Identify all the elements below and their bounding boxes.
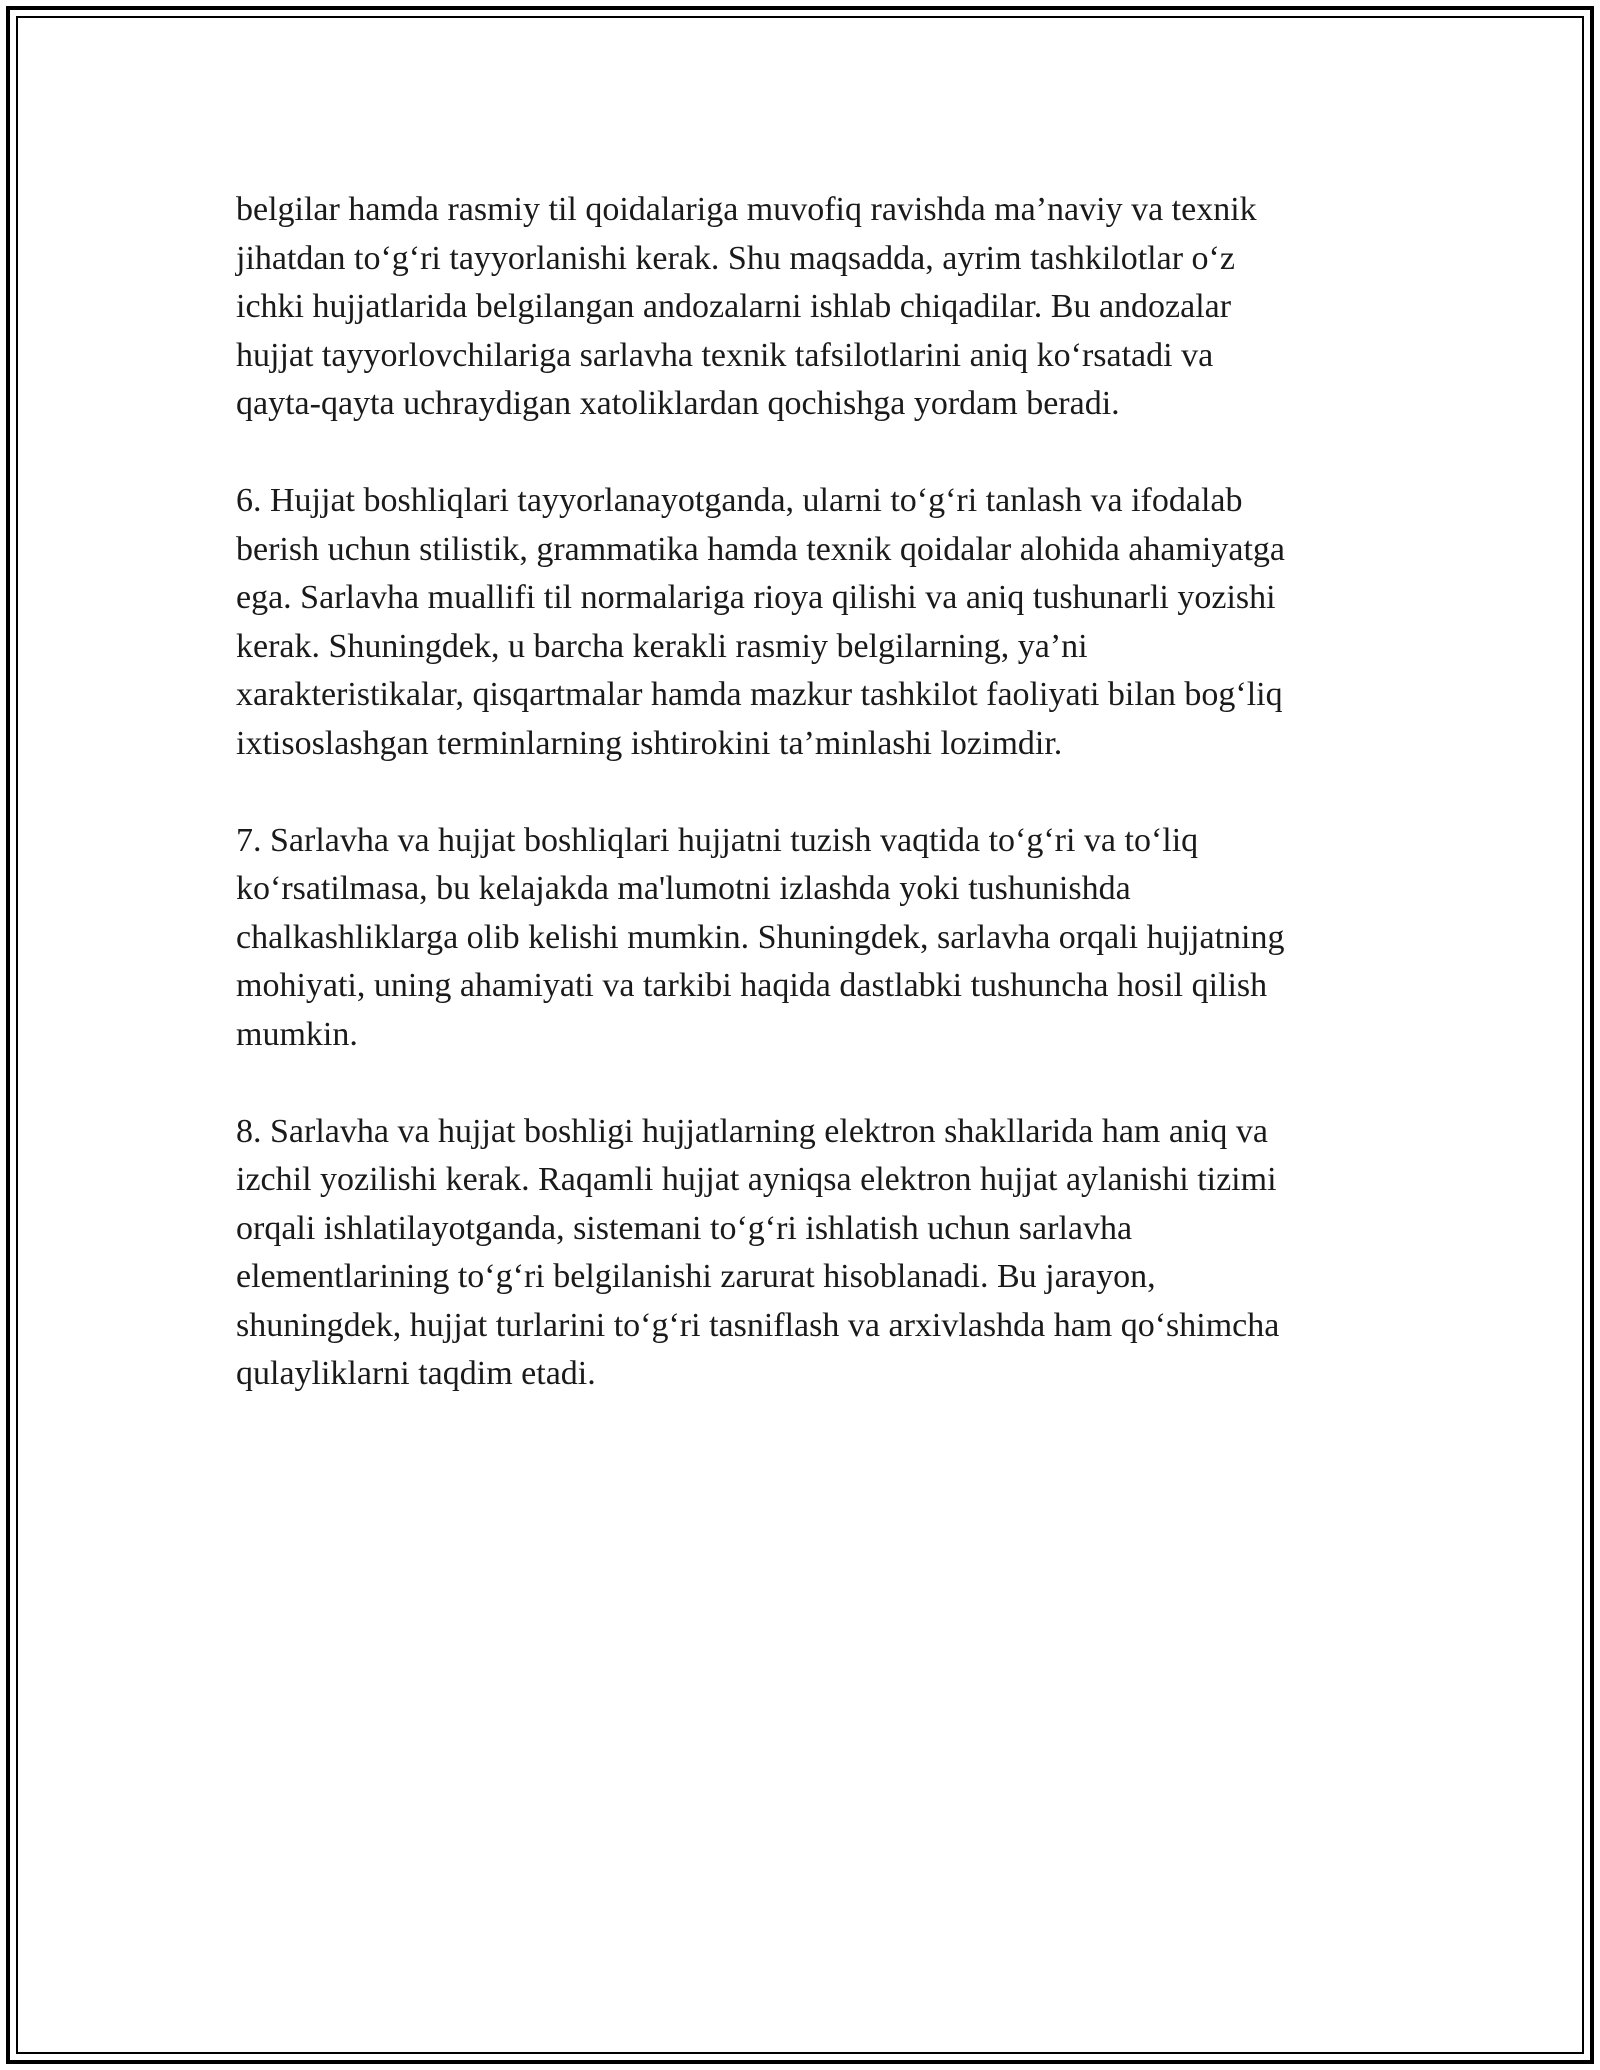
paragraph-7 xyxy=(236,817,1396,1060)
text-line: qayta-qayta uchraydigan xatoliklardan qochishga yordam beradi. xyxy=(236,385,1120,422)
text-line: orqali ishlatilayotganda, sistemani to‘g‘ri ishlatish uchun sarlavha xyxy=(236,1209,1133,1247)
document-body xyxy=(236,186,1396,1447)
text-line: shuningdek, hujjat turlarini to‘g‘ri tasniflash va arxivlashda ham qo‘shimcha xyxy=(236,1306,1280,1344)
paragraph-8 xyxy=(236,1108,1396,1399)
text-line: mumkin. xyxy=(236,1015,358,1053)
text-line: chalkashliklarga olib kelishi mumkin. Shuningdek, sarlavha orqali hujjatning xyxy=(236,918,1285,956)
text-line: mohiyati, uning ahamiyati va tarkibi haqida dastlabki tushuncha hosil qilish xyxy=(236,967,1268,1004)
text-line: hujjat tayyorlovchilariga sarlavha texnik tafsilotlarini aniq ko‘rsatadi va xyxy=(236,336,1214,374)
text-line: ega. Sarlavha muallifi til normalariga rioya qilishi va aniq tushunarli yozishi xyxy=(236,579,1276,616)
text-line: 7. Sarlavha va hujjat boshliqlari hujjatni tuzish vaqtida to‘g‘ri va to‘liq xyxy=(236,821,1199,859)
text-line: elementlarining to‘g‘ri belgilanishi zarurat hisoblanadi. Bu jarayon, xyxy=(236,1258,1156,1295)
text-line: 8. Sarlavha va hujjat boshligi hujjatlarning elektron shakllarida ham aniq va xyxy=(236,1112,1269,1150)
text-line: kerak. Shuningdek, u barcha kerakli rasmiy belgilarning, ya’ni xyxy=(236,627,1088,665)
text-line: berish uchun stilistik, grammatika hamda texnik qoidalar alohida ahamiyatga xyxy=(236,530,1285,568)
text-line: ko‘rsatilmasa, bu kelajakda ma'lumotni izlashda yoki tushunishda xyxy=(236,870,1131,907)
text-line: belgilar hamda rasmiy til qoidalariga muvofiq ravishda ma’naviy va texnik xyxy=(236,191,1257,228)
text-line: ixtisoslashgan terminlarning ishtirokini ta’minlashi lozimdir. xyxy=(236,724,1063,762)
paragraph-6 xyxy=(236,477,1396,768)
paragraph-continuation xyxy=(236,186,1396,429)
text-line: 6. Hujjat boshliqlari tayyorlanayotganda, ularni to‘g‘ri tanlash va ifodalab xyxy=(236,482,1243,519)
text-line: xarakteristikalar, qisqartmalar hamda mazkur tashkilot faoliyati bilan bog‘liq xyxy=(236,676,1283,713)
text-line: ichki hujjatlarida belgilangan andozalarni ishlab chiqadilar. Bu andozalar xyxy=(236,288,1232,325)
text-line: qulayliklarni taqdim etadi. xyxy=(236,1355,596,1392)
text-line: izchil yozilishi kerak. Raqamli hujjat ayniqsa elektron hujjat aylanishi tizimi xyxy=(236,1161,1277,1198)
text-line: jihatdan to‘g‘ri tayyorlanishi kerak. Shu maqsadda, ayrim tashkilotlar o‘z xyxy=(236,239,1235,277)
